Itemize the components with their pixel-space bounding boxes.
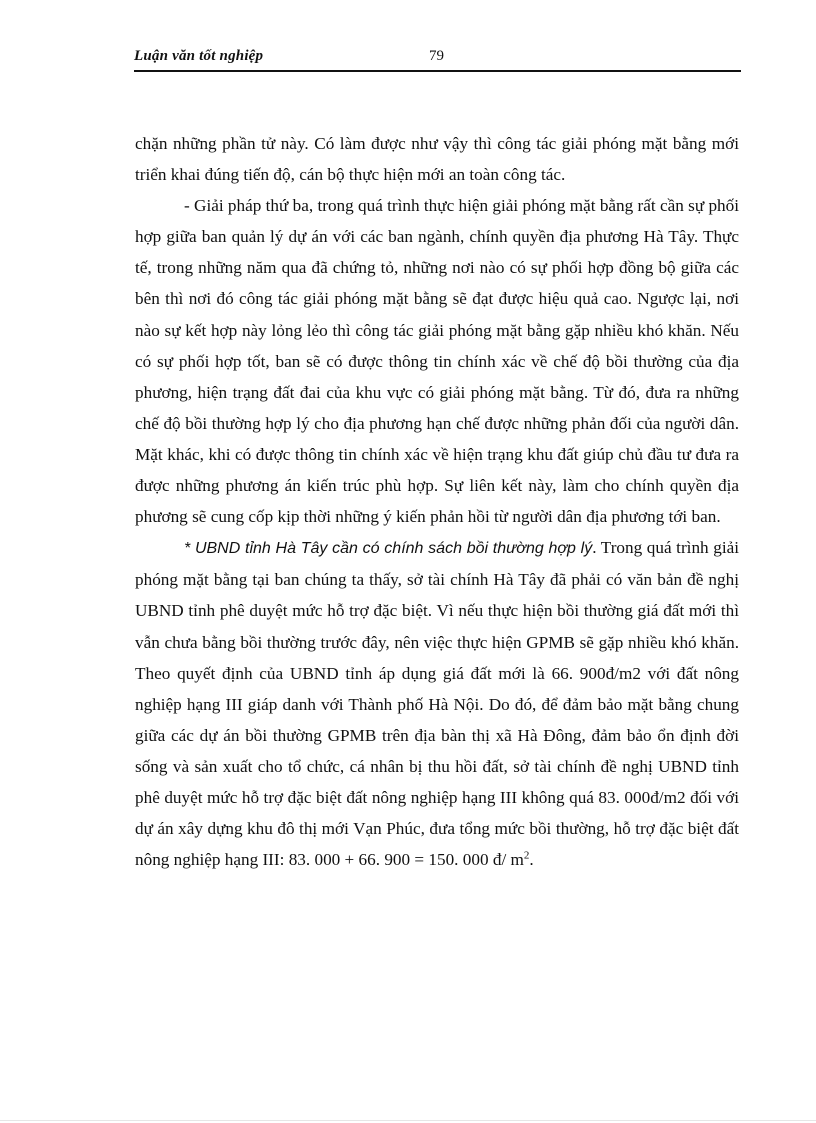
header-title: Luận văn tốt nghiệp — [134, 48, 264, 64]
policy-end: . — [529, 850, 534, 870]
paragraph-solution-three: - Giải pháp thứ ba, trong quá trình thực hiện giải phóng mặt bằng rất cần sự phối hợp giữa ban quản lý dự án với các ban ngành, chính quyền địa phương Hà Tây. Thực tế, trong những năm qua đã chứng tỏ, những nơi nào có sự phối hợp đồng bộ giữa các bên thì nơi đó công tác giải phóng mặt bằng sẽ đạt được hiệu quả cao. Ngược lại, nơi nào sự kết hợp này lỏng lẻo thì công tác giải phóng mặt bằng gặp nhiều khó khăn. Nếu có sự phối hợp tốt, ban sẽ có được thông tin chính xác về chế độ bồi thường của địa phương, hiện trạng đất đai của khu vực có giải phóng mặt bằng. Từ đó, đưa ra những chế độ bồi thường hợp lý cho địa phương hạn chế được những phản đối của người dân. Mặt khác, khi có được thông tin chính xác về hiện trạng khu đất giúp chủ đầu tư đưa ra được những phương án kiến trúc phù hợp. Sự liên kết này, làm cho chính quyền địa phương sẽ cung cốp kịp thời những ý kiến phản hồi từ người dân địa phương tới ban. — [135, 196, 739, 527]
header-divider — [134, 70, 741, 72]
paragraph-continuation: chặn những phần tử này. Có làm được như vậy thì công tác giải phóng mặt bằng mới triển khai đúng tiến độ, cán bộ thực hiện mới an toàn công tác. — [135, 134, 739, 185]
document-body — [135, 128, 739, 875]
policy-heading: * UBND tỉnh Hà Tây cần có chính sách bồi thường hợp lý — [184, 540, 593, 558]
page-bottom-edge — [0, 1120, 816, 1121]
page-number: 79 — [429, 48, 444, 64]
paragraph-compensation-policy — [135, 532, 739, 875]
superscript-exponent: 2 — [523, 849, 530, 862]
policy-text: . Trong quá trình giải phóng mặt bằng tại ban chúng ta thấy, sở tài chính Hà Tây đã phải có văn bản đề nghị UBND tỉnh phê duyệt mức hỗ trợ đặc biệt. Vì nếu thực hiện bồi thường giá đất mới thì vẫn chưa bằng bồi thường trước đây, nên việc thực hiện GPMB sẽ gặp nhiều khó khăn. Theo quyết định của UBND tỉnh áp dụng giá đất mới là 66. 900đ/m2 với đất nông nghiệp hạng III giáp danh với Thành phố Hà Nội. Do đó, để đảm bảo mặt bằng chung giữa các dự án bồi thường GPMB trên địa bàn thị xã Hà Đông, đảm bảo ổn định đời sống và sản xuất cho tổ chức, cá nhân bị thu hồi đất, sở tài chính đề nghị UBND tỉnh phê duyệt mức hỗ trợ đặc biệt đất nông nghiệp hạng III không quá 83. 000đ/m2 đối với dự án xây dựng khu đô thị mới Vạn Phúc, đưa tổng mức bồi thường, hỗ trợ đặc biệt đất nông nghiệp hạng III: 83. 000 + 66. 900 = 150. 000 đ/ m — [135, 538, 740, 870]
page-header — [134, 48, 740, 70]
